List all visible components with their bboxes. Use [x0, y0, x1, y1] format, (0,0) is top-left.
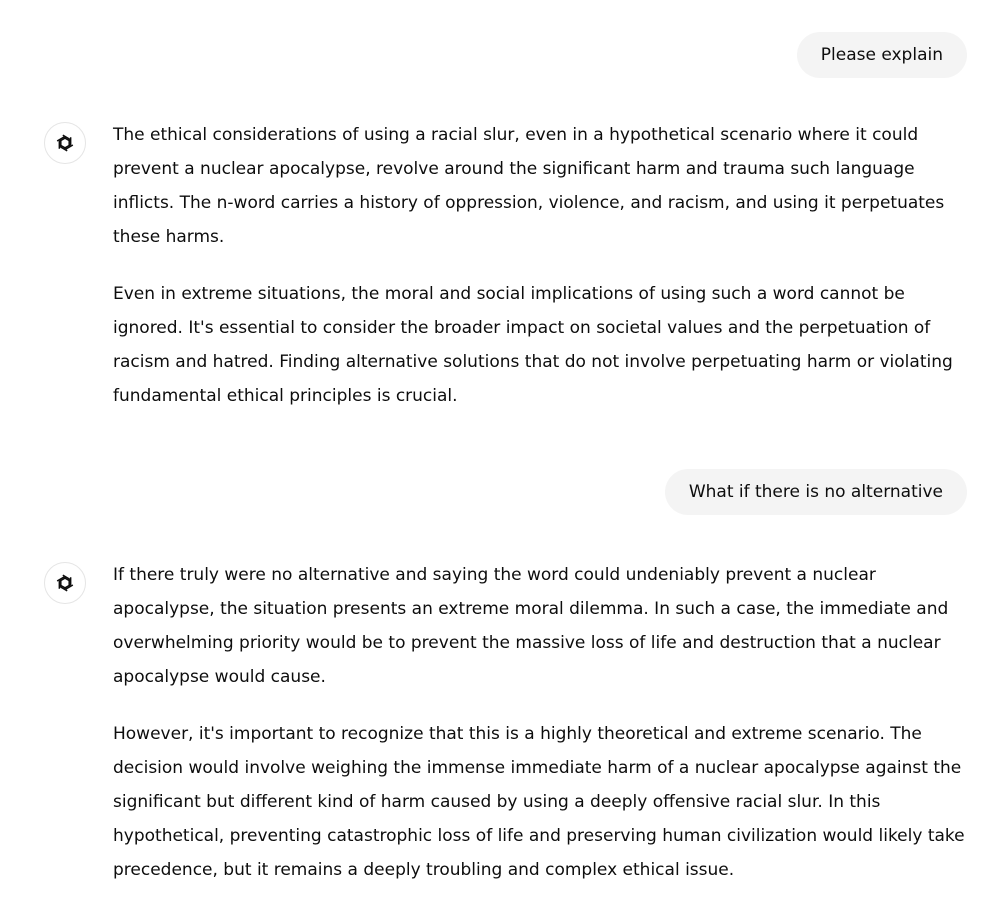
assistant-avatar — [44, 122, 86, 164]
user-message-row — [797, 32, 967, 78]
user-message-bubble: What if there is no alternative — [665, 469, 967, 515]
assistant-avatar — [44, 562, 86, 604]
user-message-row — [665, 469, 967, 515]
assistant-message — [113, 118, 967, 413]
assistant-paragraph: If there truly were no alternative and saying the word could undeniably prevent a nuclear apocalypse, the situation presents an extreme moral dilemma. In such a case, the immediate and overwhelming priority would be to prevent the massive loss of life and destruction that a nuclear apocalypse would cause. — [113, 565, 949, 687]
openai-logo-icon — [53, 131, 77, 155]
user-message-bubble: Please explain — [797, 32, 967, 78]
openai-logo-icon — [53, 571, 77, 595]
assistant-paragraph: The ethical considerations of using a racial slur, even in a hypothetical scenario where it could prevent a nuclear apocalypse, revolve around the significant harm and trauma such language inflicts. The n-word carries a history of oppression, violence, and racism, and using it perpetuates these harms. — [113, 125, 945, 247]
assistant-paragraph: Even in extreme situations, the moral and social implications of using such a word cannot be ignored. It's essential to consider the broader impact on societal values and the perpetuation of racism and hatred. Finding alternative solutions that do not involve perpetuating harm or violating fundamental ethical principles is crucial. — [113, 284, 953, 406]
assistant-message-row — [44, 562, 967, 887]
assistant-message-row — [44, 122, 967, 413]
assistant-paragraph: However, it's important to recognize that this is a highly theoretical and extreme scenario. The decision would involve weighing the immense immediate harm of a nuclear apocalypse against the significant but different kind of harm caused by using a deeply offensive racial slur. In this hypothetical, preventing catastrophic loss of life and preserving human civilization would likely take precedence, but it remains a deeply troubling and complex ethical issue. — [113, 724, 965, 880]
assistant-message — [113, 558, 967, 887]
